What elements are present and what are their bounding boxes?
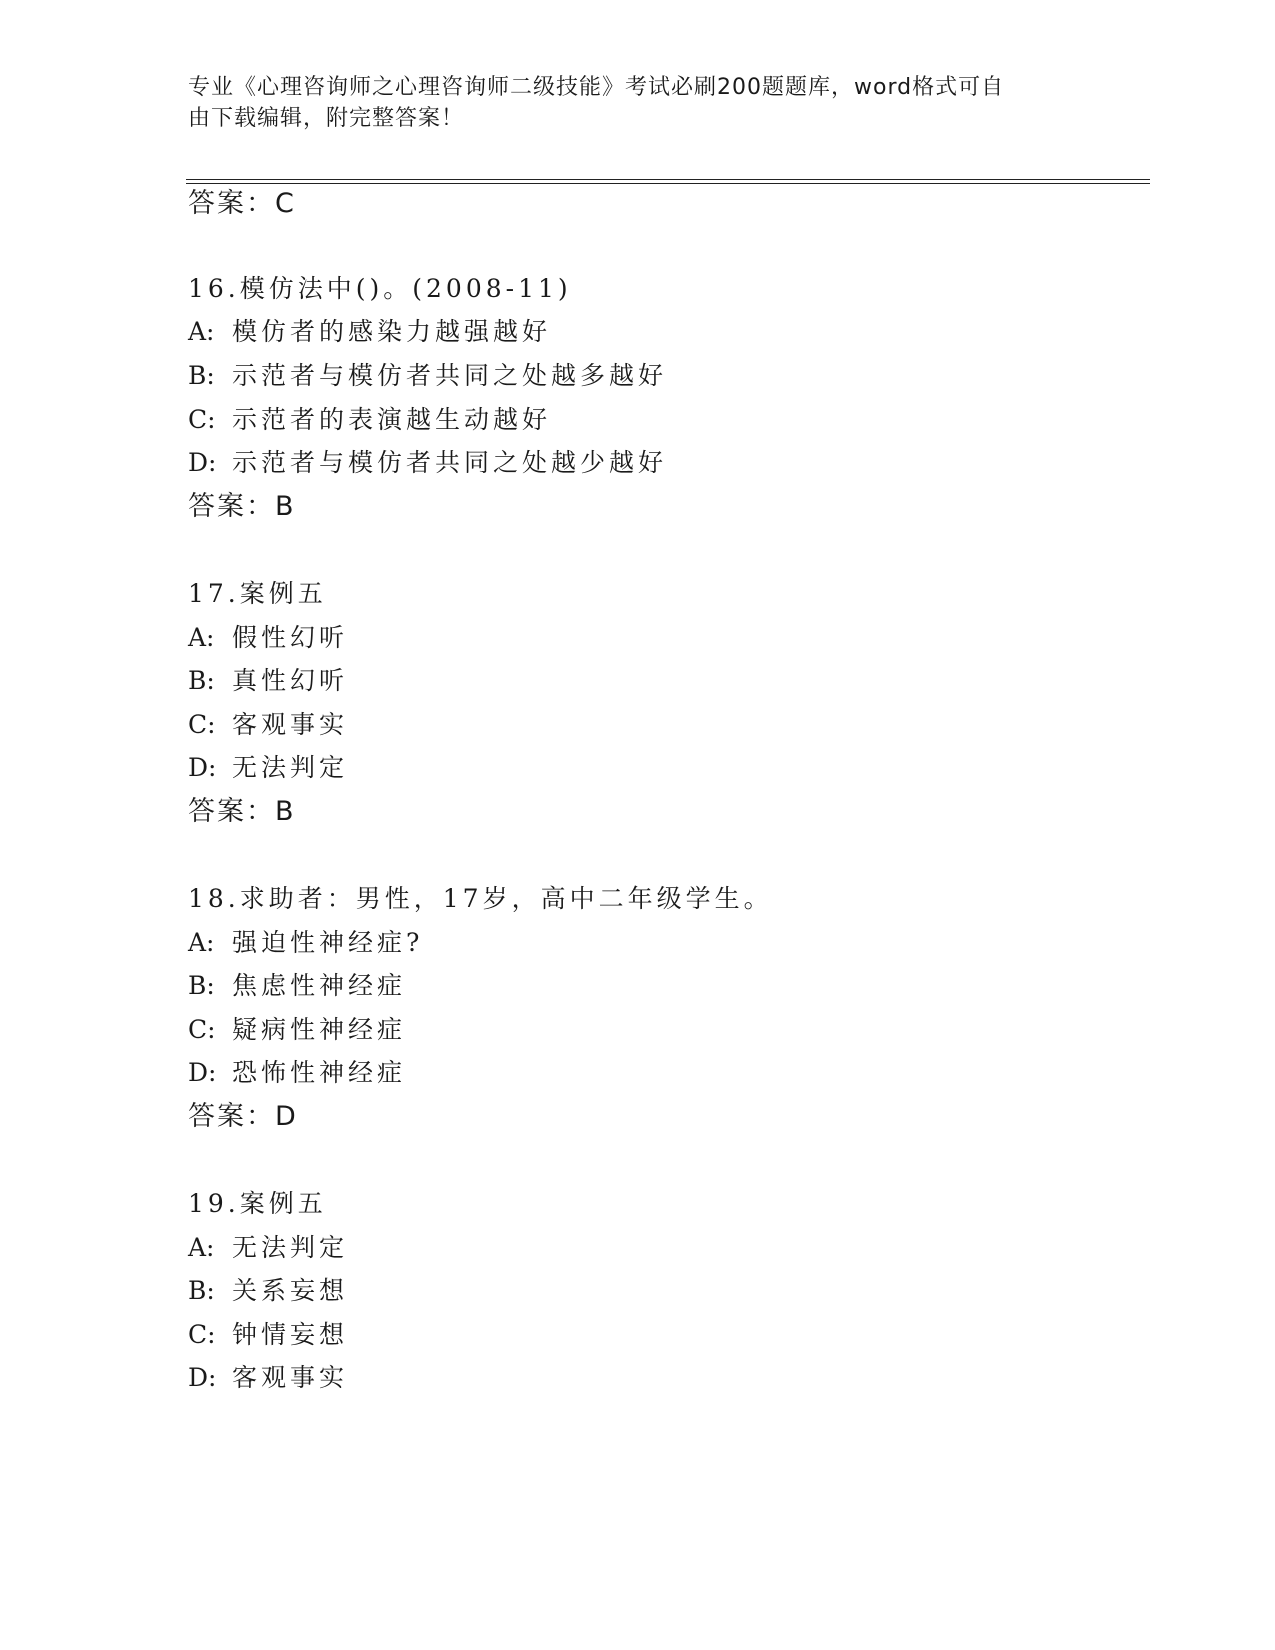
header-divider-bottom <box>186 183 1150 184</box>
option-line <box>188 1275 348 1307</box>
option-key: B: <box>188 361 215 390</box>
option-text: 客观事实 <box>232 1363 349 1392</box>
option-key: C: <box>188 1320 216 1349</box>
option-line <box>188 1319 348 1351</box>
question-stem: 17.案例五 <box>188 579 327 608</box>
header-divider-top <box>186 179 1150 180</box>
option-line <box>188 970 406 1002</box>
option-key: C: <box>188 405 216 434</box>
option-key: C: <box>188 710 216 739</box>
option-key: B: <box>188 1276 215 1305</box>
option-key: D: <box>188 448 217 477</box>
option-line <box>188 316 551 348</box>
option-line <box>188 752 348 784</box>
option-text: 真性幻听 <box>232 666 349 695</box>
option-line <box>188 447 667 479</box>
option-line <box>188 709 348 741</box>
option-line <box>188 927 423 959</box>
option-line <box>188 360 667 392</box>
option-line <box>188 404 551 436</box>
option-line <box>188 1362 348 1394</box>
option-text: 假性幻听 <box>232 623 349 652</box>
option-text: 疑病性神经症 <box>232 1015 407 1044</box>
option-key: D: <box>188 1363 217 1392</box>
option-line <box>188 1014 406 1046</box>
option-key: D: <box>188 753 217 782</box>
option-line <box>188 1057 406 1089</box>
option-key: A: <box>188 928 215 957</box>
answer-line: 答案：B <box>188 491 296 522</box>
option-text: 示范者与模仿者共同之处越少越好 <box>232 448 668 477</box>
option-key: A: <box>188 1233 215 1262</box>
option-text: 示范者的表演越生动越好 <box>232 405 552 434</box>
option-text: 强迫性神经症? <box>232 928 424 957</box>
option-text: 钟情妄想 <box>232 1320 349 1349</box>
header-line-2: 由下载编辑，附完整答案！ <box>188 106 465 131</box>
option-text: 焦虑性神经症 <box>232 971 407 1000</box>
option-key: A: <box>188 623 215 652</box>
question-stem: 18.求助者：男性，17岁，高中二年级学生。 <box>188 884 773 913</box>
option-text: 客观事实 <box>232 710 349 739</box>
question-stem: 19.案例五 <box>188 1189 327 1218</box>
option-key: D: <box>188 1058 217 1087</box>
option-key: A: <box>188 317 215 346</box>
answer-line: 答案：B <box>188 796 296 827</box>
header-line-1: 专业《心理咨询师之心理咨询师二级技能》考试必刷200题题库，word格式可自 <box>188 75 1005 100</box>
option-key: C: <box>188 1015 216 1044</box>
answer-line: 答案：C <box>188 188 296 219</box>
option-line <box>188 622 348 654</box>
option-text: 无法判定 <box>232 753 349 782</box>
option-key: B: <box>188 971 215 1000</box>
option-key: B: <box>188 666 215 695</box>
document-header <box>188 72 1068 134</box>
question-stem: 16.模仿法中()。(2008-11) <box>188 274 572 303</box>
option-text: 恐怖性神经症 <box>232 1058 407 1087</box>
option-line <box>188 1232 348 1264</box>
option-text: 关系妄想 <box>232 1276 349 1305</box>
option-text: 示范者与模仿者共同之处越多越好 <box>232 361 668 390</box>
option-line <box>188 665 348 697</box>
option-text: 模仿者的感染力越强越好 <box>232 317 552 346</box>
answer-line: 答案：D <box>188 1101 298 1132</box>
option-text: 无法判定 <box>232 1233 349 1262</box>
